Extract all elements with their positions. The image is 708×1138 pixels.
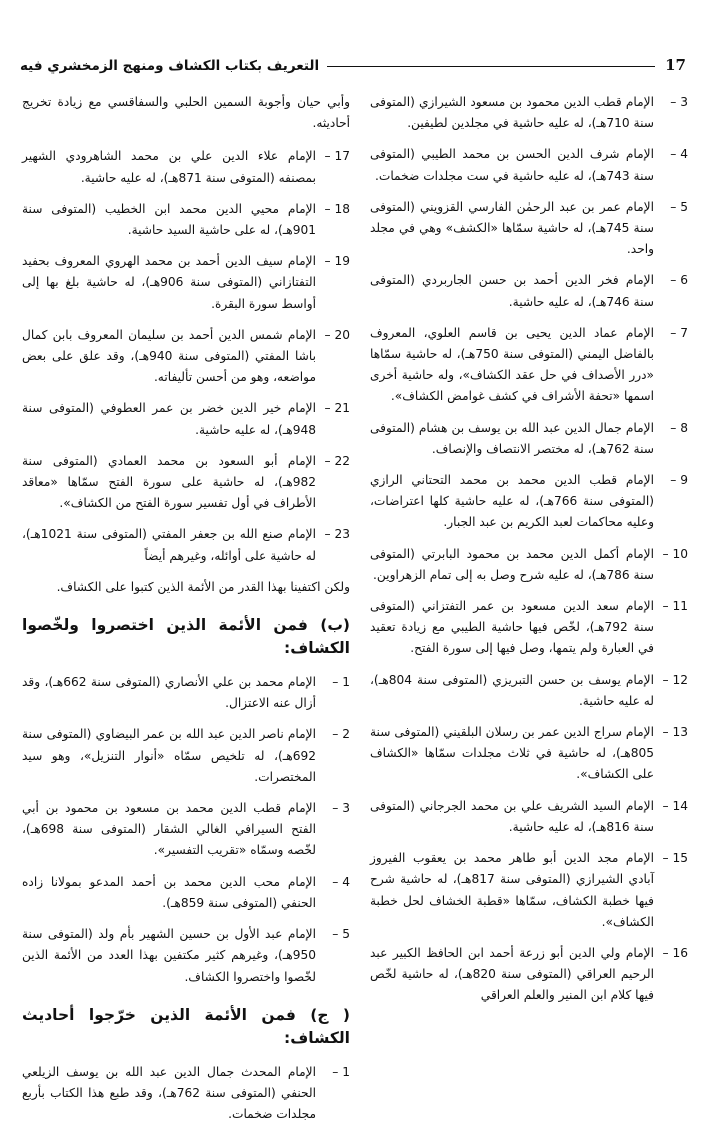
list-item [22,251,350,315]
item-number: 2 – [332,727,350,742]
list-item [370,270,688,312]
list-item [22,451,350,515]
item-text: الإمام السيد الشريف علي بن محمد الجرجاني (المتوفى سنة 816هـ)، له عليه حاشية. [370,798,654,834]
item-text: الإمام جمال الدين عبد الله بن يوسف بن هشام (المتوفى سنة 762هـ)، له مختصر الانتصاف والإنصاف. [370,420,654,456]
list-item [22,199,350,241]
item-number: 17 – [324,149,350,164]
item-number: 4 – [332,874,350,889]
list-item [22,146,350,188]
item-number: 9 – [670,473,688,488]
item-number: 21 – [324,401,350,416]
item-number: 3 – [332,801,350,816]
right-column [370,92,688,1017]
item-number: 16 – [662,945,688,960]
item-number: 4 – [670,147,688,162]
item-number: 11 – [662,599,688,614]
item-number: 14 – [662,798,688,813]
list-item [370,722,688,786]
item-text: الإمام شرف الدين الحسن بن محمد الطيبي (المتوفى سنة 743هـ)، له عليه حاشية في ست مجلدات ضخمات. [370,147,654,183]
list-item [370,92,688,134]
item-number: 1 – [332,675,350,690]
section-b-heading: (ب) فمن الأئمة الذين اختصروا ولخّصوا الكشاف: [22,616,350,658]
item-text: الإمام مجد الدين أبو طاهر محمد بن يعقوب الفيروز آبادي الشيرازي (المتوفى سنة 817هـ)، له حاشية شرح فيها خطبة الكشاف، سمّاها «قطبة الخشاف لحل خطبة الكشاف». [370,851,654,929]
item-number: 20 – [324,327,350,342]
list-item [370,197,688,261]
list-item [370,544,688,586]
item-number: 13 – [662,725,688,740]
list-item [370,943,688,1007]
item-text: الإمام عماد الدين يحيى بن قاسم العلوي، المعروف بالفاضل اليمني (المتوفى سنة 750هـ)، له حاشية سمّاها «درر الأصداف في حل عقد الكشاف»، وله حاشية أخرى اسمها «تحفة الأشراف في كشف غوامض الكشاف». [370,325,654,404]
item-text: الإمام قطب الدين محمد بن محمد التحتاني الرازي (المتوفى سنة 766هـ)، له عليه حاشية كلها اعتراضات، وعليه محاكمات لعبد الكريم بن عبد الجبار. [370,473,654,530]
closing-paragraph: ولكن اكتفينا بهذا القدر من الأئمة الذين كتبوا على الكشاف. [56,579,350,594]
list-item [370,796,688,838]
item-number: 22 – [324,453,350,468]
item-text: الإمام عبد الأول بن حسين الشهير بأم ولد (المتوفى سنة 950هـ)، وغيرهم كثير مكتفين بهذا العدد من الأئمة الذين لخّصوا واختصروا الكشاف. [22,927,316,984]
item-text: الإمام أكمل الدين محمد بن محمود البابرتي (المتوفى سنة 786هـ)، له عليه شرح وصل به إلى تمام الزهراوين. [370,546,654,582]
item-number: 7 – [670,325,688,340]
page-number: 17 [665,56,686,74]
item-number: 15 – [662,851,688,866]
left-column [22,92,350,1135]
item-text: الإمام علاء الدين علي بن محمد الشاهرودي الشهير بمصنفه (المتوفى سنة 871هـ)، له عليه حاشية. [22,149,316,185]
item-text: الإمام فخر الدين أحمد بن حسن الجاربردي (المتوفى سنة 746هـ)، له عليه حاشية. [370,273,654,309]
page-header [20,44,686,74]
list-item [370,670,688,712]
list-item [22,724,350,788]
entries-list-c [22,1062,350,1126]
item-text: الإمام سراج الدين عمر بن رسلان البلقيني (المتوفى سنة 805هـ)، له حاشية في ثلاث مجلدات سمّاها «الكشاف على الكشاف». [370,725,654,782]
list-item [22,798,350,862]
list-item [22,872,350,914]
item-text: الإمام ولي الدين أبو زرعة أحمد ابن الحافظ الكبير عبد الرحيم العراقي (المتوفى سنة 820هـ)، له حاشية لخّص فيها كلام ابن المنير والعلم العراقي [370,945,654,1003]
item-number: 8 – [670,420,688,435]
list-item [22,325,350,389]
item-text: الإمام خير الدين خضر بن عمر العطوفي (المتوفى سنة 948هـ)، له عليه حاشية. [22,401,316,437]
list-item [370,848,688,933]
header-rule [327,66,655,67]
list-item [370,144,688,186]
item-text: الإمام محيي الدين محمد ابن الخطيب (المتوفى سنة 901هـ)، له على حاشية السيد حاشية. [22,201,316,238]
item-text: الإمام سيف الدين أحمد بن محمد الهروي المعروف بحفيد التفتازاني (المتوفى سنة 906هـ)، له حاشية بلغ بها إلى أواسط سورة البقرة. [22,254,316,311]
list-item [22,672,350,714]
list-item [22,1062,350,1126]
item-number: 5 – [332,927,350,942]
item-text: الإمام ناصر الدين عبد الله بن عمر البيضاوي (المتوفى سنة 692هـ)، له تلخيص سمّاه «أنوار التنزيل»، وهو سيد المختصرات. [22,727,316,784]
item-number: 19 – [324,254,350,269]
running-title: التعريف بكتاب الكشاف ومنهج الزمخشري فيه [20,58,320,74]
section-c-heading: ( ج) فمن الأئمة الذين خرّجوا أحاديث الكشاف: [22,1005,350,1047]
item-number: 12 – [662,672,688,687]
item-number: 5 – [670,199,688,214]
item-text: الإمام قطب الدين محمد بن مسعود بن محمود بن أبي الفتح السيرافي الغالي الشقار (المتوفى سنة 698هـ)، لخّصه وسمّاه «تقريب التفسير». [22,801,316,858]
entries-list-b [22,672,350,988]
list-item [22,398,350,440]
item-number: 10 – [662,546,688,561]
list-item [22,524,350,566]
item-number: 23 – [324,527,350,542]
item-text: الإمام محمد بن علي الأنصاري (المتوفى سنة 662هـ)، وقد أزال عنه الاعتزال. [22,675,316,711]
item-number: 18 – [324,201,350,216]
entries-list-a [22,146,350,566]
item-number: 6 – [670,273,688,288]
item-text: الإمام أبو السعود بن محمد العمادي (المتوفى سنة 982هـ)، له حاشية على سورة الفتح سمّاها «معاقد الأطراف في أول تفسير سورة الفتح من الكشاف». [22,453,316,511]
item-text: الإمام عمر بن عبد الرحمٰن الفارسي القزويني (المتوفى سنة 745هـ)، له حاشية سمّاها «الكشف» وهي في مجلد واحد. [370,199,654,257]
item-text: الإمام يوسف بن حسن التبريزي (المتوفى سنة 804هـ)، له عليه حاشية. [370,672,654,708]
list-item [22,924,350,988]
item-text: الإمام شمس الدين أحمد بن سليمان المعروف بابن كمال باشا المفتي (المتوفى سنة 940هـ)، وقد علق على بعض مواضعه، وهو من أحسن تأليفاته. [22,327,316,385]
item-number: 3 – [670,95,688,109]
list-item [370,470,688,534]
item-text: الإمام سعد الدين مسعود بن عمر التفتزاني (المتوفى سنة 792هـ)، لخّص فيها حاشية الطيبي مع زيادة تعقيد في العبارة ولم يتمها، وصل فيها إلى سورة الفتح. [370,599,654,656]
item-text: الإمام المحدث جمال الدين عبد الله بن يوسف الزيلعي الحنفي (المتوفى سنة 762هـ)، وقد طبع هذا الكتاب بأربع مجلدات ضخمات. [22,1064,316,1122]
list-item [370,323,688,408]
list-item [370,596,688,660]
continued-paragraph: وأبي حيان وأجوبة السمين الحلبي والسفاقسي مع زيادة تخريج أحاديثه. [22,95,350,131]
list-item [370,418,688,460]
item-text: الإمام قطب الدين محمود بن مسعود الشيرازي (المتوفى سنة 710هـ)، له عليه حاشية في مجلدين لطيفين. [370,95,654,131]
item-number: 1 – [332,1064,350,1079]
item-text: الإمام محب الدين محمد بن أحمد المدعو بمولانا زاده الحنفي (المتوفى سنة 859هـ). [22,874,316,910]
item-text: الإمام صنع الله بن جعفر المفتي (المتوفى سنة 1021هـ)، له حاشية على أوائله، وغيرهم أيضاً [22,527,316,563]
